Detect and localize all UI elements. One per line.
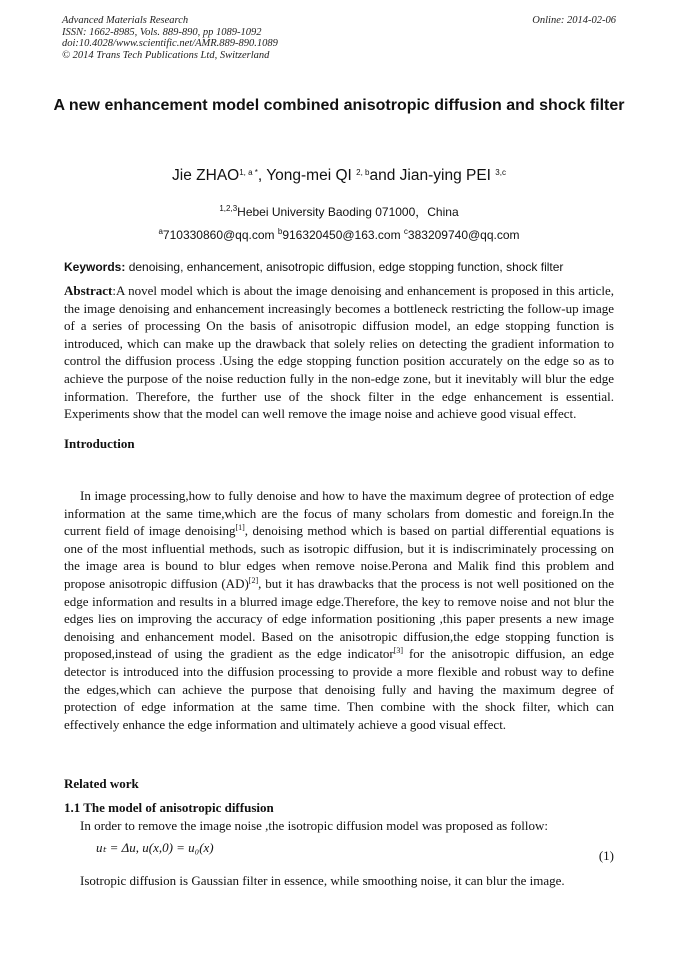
keywords-label: Keywords: <box>64 260 126 274</box>
journal-name: Advanced Materials Research <box>62 15 189 26</box>
affiliation <box>40 203 638 220</box>
affiliation-text: Hebei University Baoding 071000，China <box>237 205 459 219</box>
author-1-sup: 1, a * <box>239 168 258 177</box>
author-3-sup: 3,c <box>495 168 506 177</box>
email-a: 710330860@qq.com <box>162 228 278 242</box>
related-paragraph-1: In order to remove the image noise ,the isotropic diffusion model was proposed as follow: <box>80 818 549 833</box>
citation-1[interactable]: [1] <box>235 523 245 533</box>
email-c: 383209740@qq.com <box>407 228 520 242</box>
email-b-sup: b <box>277 227 283 236</box>
intro-text-2: , denoising method which is based on partial differential equations is one of the most influential methods, such as isotropic diffusion, but it is indiscriminately processing on the image area is bound to blur edges when remove noise.Perona and Malik find this problem and propose anisotropic diffusion (AD) <box>64 523 614 591</box>
journal-header <box>62 15 278 61</box>
email-a-sup: a <box>158 227 163 236</box>
equation-1: uₜ = Δu, u(x,0) = u₀(x) <box>96 840 214 855</box>
intro-text-4: for the anisotropic diffusion, an edge detector is introduced into the diffusion processing to provide a more flexible and robust way to define the edges,which can achieve the purpose that denoising fully and having the maximum degree of protection of edge information at the same time. Then combine with the shock filter, which can effectively enhance the edge information and ultimately achieve a good visual effect. <box>64 646 614 732</box>
author-2: , Yong-mei QI <box>257 167 357 184</box>
email-b: 916320450@163.com <box>282 228 404 242</box>
author-2-sup-letter: b <box>365 168 370 177</box>
author-line <box>40 167 638 185</box>
email-line <box>40 228 638 242</box>
related-paragraph-2: Isotropic diffusion is Gaussian filter in essence, while smoothing noise, it can blur the image. <box>80 873 565 888</box>
author-3: and Jian-ying PEI <box>369 167 496 184</box>
paper-title: A new enhancement model combined anisotropic diffusion and shock filter <box>53 97 625 114</box>
abstract-text: :A novel model which is about the image denoising and enhancement is proposed in this article, the image denoising and enhancement increasingly becomes a bottleneck restricting the follow-up image of a series of processing On the basis of anisotropic diffusion model, an edge stopping function is introduced, which can make up the drawback that solely relies on detecting the gradient information to control the diffusion process .Using the edge stopping function position accurately on the edge so as to achieve the purpose of the noise reduction fully in the non-edge zone, but it inevitably will blur the edge information. Therefore, the further use of the shock filter in the edge enhancement is essential. Experiments show that the model can well remove the image noise and achieve good visual effect. <box>64 283 614 422</box>
citation-3[interactable]: [3] <box>393 646 404 656</box>
abstract <box>64 282 614 423</box>
citation-2[interactable]: [2] <box>248 575 259 585</box>
introduction-paragraph <box>64 487 614 733</box>
related-work-heading: Related work <box>64 776 139 791</box>
intro-text-1: In image processing,how to fully denoise and how to have the maximum degree of protection of edge information at the same time,which are the focus of many scholars from domestic and foreign.In the current field of image denoising <box>64 488 614 539</box>
subsection-heading: 1.1 The model of anisotropic diffusion <box>64 800 274 815</box>
author-2-sup: 2, <box>356 168 366 177</box>
introduction-heading: Introduction <box>64 436 135 451</box>
author-1: Jie ZHAO <box>172 167 240 184</box>
copyright-line: © 2014 Trans Tech Publications Ltd, Switzerland <box>62 49 270 61</box>
affiliation-sup: 1,2,3 <box>219 204 238 213</box>
doi-line: doi:10.4028/www.scientific.net/AMR.889-890.1089 <box>62 38 278 49</box>
intro-text-3: , but it has drawbacks that the process is not well positioned on the edge information and results in a blurred image edge.Therefore, the key to remove noise and not blur the edges lies on improving the accuracy of edge information positioning ,this paper presents a new image denoising and enhancement model. Based on the anisotropic diffusion,the edge stopping function is proposed,instead of using the gradient as the edge indicator <box>64 575 615 662</box>
online-date: Online: 2014-02-06 <box>532 15 616 26</box>
equation-number: (1) <box>598 848 614 863</box>
keywords-text: denoising, enhancement, anisotropic diffusion, edge stopping function, shock filter <box>125 260 564 274</box>
keywords <box>64 260 624 274</box>
email-c-sup: c <box>403 227 408 236</box>
abstract-label: Abstract <box>64 283 113 298</box>
issn-line: ISSN: 1662-8985, Vols. 889-890, pp 1089-1092 <box>62 26 262 38</box>
